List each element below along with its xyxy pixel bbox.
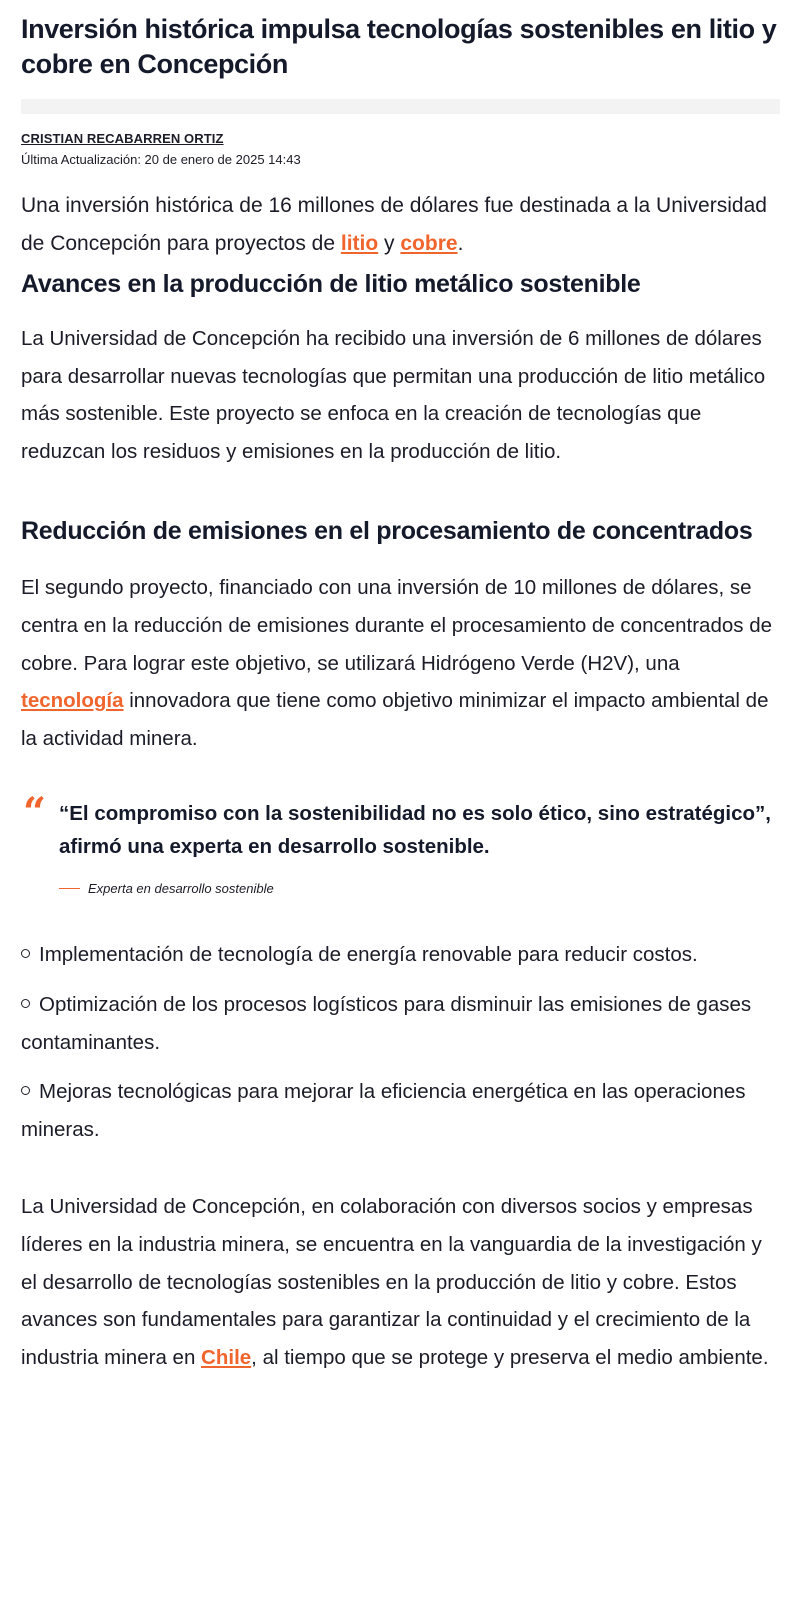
- quote-source-text: Experta en desarrollo sostenible: [88, 881, 274, 897]
- section-body-emisiones: [21, 569, 780, 757]
- closing-text-before: La Universidad de Concepción, en colaboración con diversos socios y empresas líderes en la industria minera, se encuentra en la vanguardia de la investigación y el desarrollo de tecnologías sostenibles en la producción de litio y cobre. Estos avances son fundamentales para garantizar la continuidad y el crecimiento de la industria minera en: [21, 1195, 762, 1369]
- bullet-list: [21, 936, 780, 1148]
- section-heading-litio: Avances en la producción de litio metálico sostenible: [21, 270, 641, 298]
- list-item: [21, 986, 780, 1061]
- quote-text: “El compromiso con la sostenibilidad no es solo ético, sino estratégico”, afirmó una experta en desarrollo sostenible.: [59, 802, 771, 859]
- list-item-text: Mejoras tecnológicas para mejorar la eficiencia energética en las operaciones mineras.: [21, 1080, 746, 1141]
- section2-text-after: innovadora que tiene como objetivo minimizar el impacto ambiental de la actividad minera.: [21, 689, 769, 750]
- link-cobre[interactable]: cobre: [400, 232, 458, 255]
- article-title: Inversión histórica impulsa tecnologías sostenibles en litio y cobre en Concepción: [21, 14, 777, 79]
- lead-paragraph: [21, 187, 780, 263]
- section2-text-before: El segundo proyecto, financiado con una inversión de 10 millones de dólares, se centra en la reducción de emisiones durante el procesamiento de concentrados de cobre. Para lograr este objetivo, se utilizará Hidrógeno Verde (H2V), una: [21, 576, 772, 675]
- quote-divider: [59, 888, 80, 889]
- list-item: [21, 1073, 780, 1148]
- circle-bullet-icon: [21, 949, 30, 958]
- circle-bullet-icon: [21, 1086, 30, 1095]
- lead-text-before: Una inversión histórica de 16 millones de dólares fue destinada a la Universidad de Concepción para proyectos de: [21, 194, 767, 255]
- list-item: [21, 936, 780, 974]
- ad-placeholder-bar: [21, 99, 780, 114]
- link-tecnologia[interactable]: tecnología: [21, 689, 124, 713]
- link-litio[interactable]: litio: [340, 232, 379, 255]
- list-item-text: Optimización de los procesos logísticos para disminuir las emisiones de gases contaminantes.: [21, 992, 752, 1054]
- section-body-litio: La Universidad de Concepción ha recibido una inversión de 6 millones de dólares para desarrollar nuevas tecnologías que permitan una producción de litio metálico más sostenible. Este proyecto se enfoca en la creación de tecnologías que reduzcan los residuos y emisiones en la producción de litio.: [21, 327, 766, 463]
- link-chile[interactable]: Chile: [201, 1345, 252, 1369]
- last-updated: Última Actualización: 20 de enero de 2025 14:43: [21, 152, 301, 167]
- list-item-text: Implementación de tecnología de energía renovable para reducir costos.: [39, 943, 698, 967]
- author-link[interactable]: CRISTIAN RECABARREN ORTIZ: [21, 131, 224, 146]
- lead-text-middle: y: [378, 232, 401, 255]
- lead-text-after: .: [457, 232, 464, 255]
- section-heading-emisiones: Reducción de emisiones en el procesamiento de concentrados: [21, 517, 753, 546]
- closing-text-after: , al tiempo que se protege y preserva el medio ambiente.: [251, 1345, 769, 1369]
- circle-bullet-icon: [21, 999, 30, 1008]
- quote-source: [59, 881, 780, 896]
- quote-mark-icon: “: [23, 789, 47, 837]
- blockquote: [21, 789, 780, 897]
- closing-paragraph: [21, 1188, 780, 1376]
